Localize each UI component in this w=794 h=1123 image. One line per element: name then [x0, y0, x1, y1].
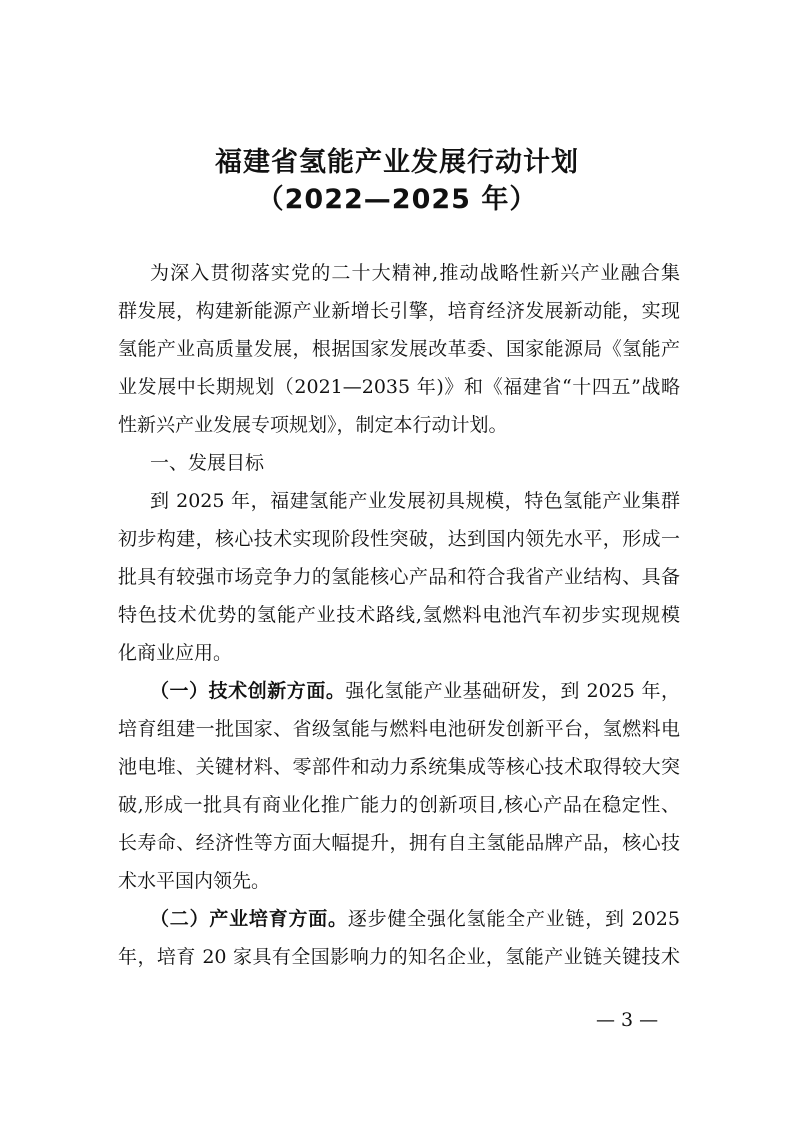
paragraph-line: 破,形成一批具有商业化推广能力的创新项目,核心产品在稳定性、: [118, 794, 680, 816]
paragraph-line: 年，培育 20 家具有全国影响力的知名企业，氢能产业链关键技术: [118, 946, 680, 968]
paragraph-line: [150, 906, 680, 932]
paragraph-line: 术水平国内领先。: [118, 870, 271, 892]
subsection-lead: （二）产业培育方面。: [150, 908, 348, 930]
paragraph-text: 强化氢能产业基础研发，到 2025 年，: [345, 680, 680, 702]
paragraph-line: 培育组建一批国家、省级氢能与燃料电池研发创新平台，氢燃料电: [118, 718, 680, 740]
document-subtitle: （2022—2025 年）: [256, 184, 538, 215]
document-title: 福建省氢能产业发展行动计划: [215, 147, 579, 178]
page-number: — 3 —: [596, 1009, 659, 1031]
subsection-lead: （一）技术创新方面。: [150, 680, 346, 702]
paragraph-line: 长寿命、经济性等方面大幅提升，拥有自主氢能品牌产品，核心技: [118, 832, 680, 854]
paragraph-line: 批具有较强市场竞争力的氢能核心产品和符合我省产业结构、具备: [118, 566, 680, 588]
paragraph-line: 特色技术优势的氢能产业技术路线,氢燃料电池汽车初步实现规模: [118, 604, 680, 626]
paragraph-line: 池电堆、关键材料、零部件和动力系统集成等核心技术取得较大突: [118, 756, 680, 778]
paragraph-text: 逐步健全强化氢能全产业链，到 2025: [347, 908, 680, 930]
paragraph-line: 业发展中长期规划（2021—2035 年)》和《福建省“十四五”战略: [118, 376, 680, 398]
paragraph-line: 性新兴产业发展专项规划》，制定本行动计划。: [118, 414, 508, 436]
paragraph-line: 到 2025 年，福建氢能产业发展初具规模，特色氢能产业集群: [150, 490, 680, 512]
paragraph-line: 氢能产业高质量发展，根据国家发展改革委、国家能源局《氢能产: [118, 338, 680, 360]
paragraph-line: [150, 678, 680, 704]
section-heading: 一、发展目标: [150, 452, 265, 474]
paragraph-line: 为深入贯彻落实党的二十大精神,推动战略性新兴产业融合集: [150, 262, 680, 284]
paragraph-line: 群发展，构建新能源产业新增长引擎，培育经济发展新动能，实现: [118, 300, 680, 322]
paragraph-line: 化商业应用。: [118, 642, 233, 664]
paragraph-line: 初步构建，核心技术实现阶段性突破，达到国内领先水平，形成一: [118, 528, 680, 550]
